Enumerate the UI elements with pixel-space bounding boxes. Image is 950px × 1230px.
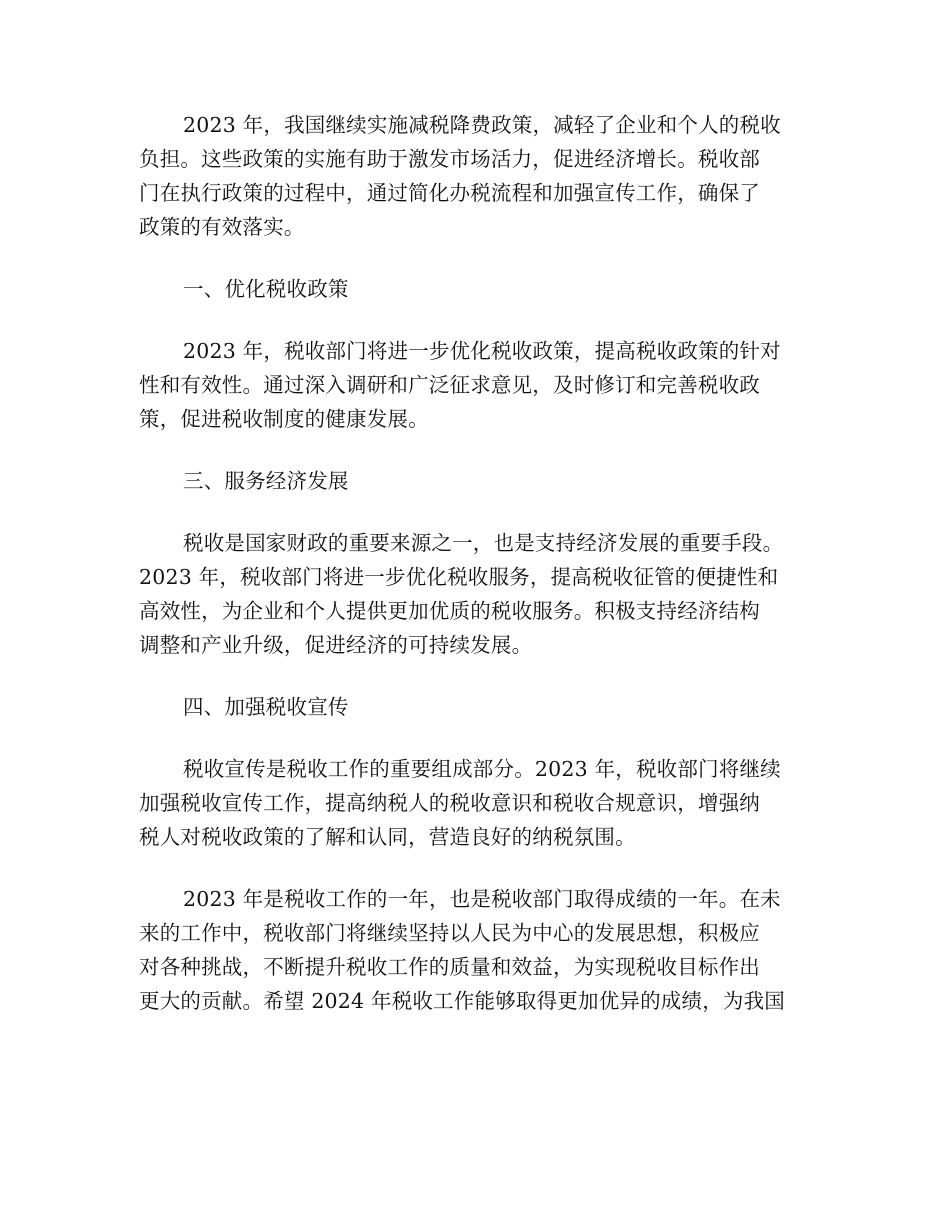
paragraph-spacer	[139, 306, 819, 334]
section-heading: 四、加强税收宣传	[183, 695, 349, 719]
paragraph-line: 对各种挑战，不断提升税收工作的质量和效益，为实现税收目标作出	[139, 955, 760, 979]
paragraph-line: 2023 年是税收工作的一年，也是税收部门取得成绩的一年。在未	[183, 887, 781, 911]
section-heading: 一、优化税收政策	[183, 277, 349, 301]
paragraph-line: 调整和产业升级，促进经济的可持续发展。	[139, 633, 533, 657]
paragraph-spacer	[139, 498, 819, 526]
paragraph-spacer	[139, 662, 819, 690]
paragraph-line: 加强税收宣传工作，提高纳税人的税收意识和税收合规意识，增强纳	[139, 791, 760, 815]
paragraph-spacer	[139, 244, 819, 272]
paragraph-line: 来的工作中，税收部门将继续坚持以人民为中心的发展思想，积极应	[139, 921, 760, 945]
paragraph-line: 策，促进税收制度的健康发展。	[139, 407, 429, 431]
paragraph-line: 门在执行政策的过程中，通过简化办税流程和加强宣传工作，确保了	[139, 181, 760, 205]
paragraph-serve-economy	[139, 526, 819, 662]
paragraph-line: 2023 年，税收部门将进一步优化税收政策，提高税收政策的针对	[183, 339, 781, 363]
paragraph-line: 高效性，为企业和个人提供更加优质的税收服务。积极支持经济结构	[139, 599, 760, 623]
paragraph-intro	[139, 108, 819, 244]
paragraph-line: 2023 年，我国继续实施减税降费政策，减轻了企业和个人的税收	[183, 113, 781, 137]
paragraph-line: 性和有效性。通过深入调研和广泛征求意见，及时修订和完善税收政	[139, 373, 760, 397]
paragraph-line: 政策的有效落实。	[139, 215, 305, 239]
paragraph-line: 税收宣传是税收工作的重要组成部分。2023 年，税收部门将继续	[183, 757, 781, 781]
paragraph-line: 2023 年，税收部门将进一步优化税收服务，提高税收征管的便捷性和	[139, 565, 779, 589]
section-heading-serve-economy	[139, 464, 819, 498]
paragraph-line: 负担。这些政策的实施有助于激发市场活力，促进经济增长。税收部	[139, 147, 760, 171]
paragraph-conclusion	[139, 882, 819, 1018]
paragraph-spacer	[139, 724, 819, 752]
paragraph-line: 更大的贡献。希望 2024 年税收工作能够取得更加优异的成绩，为我国	[139, 989, 786, 1013]
section-heading-optimize-policy	[139, 272, 819, 306]
paragraph-publicity	[139, 752, 819, 854]
paragraph-line: 税收是国家财政的重要来源之一，也是支持经济发展的重要手段。	[183, 531, 784, 555]
section-heading-publicity	[139, 690, 819, 724]
document-body	[139, 108, 819, 1018]
paragraph-spacer	[139, 854, 819, 882]
paragraph-spacer	[139, 436, 819, 464]
paragraph-line: 税人对税收政策的了解和认同，营造良好的纳税氛围。	[139, 825, 636, 849]
paragraph-optimize-policy	[139, 334, 819, 436]
section-heading: 三、服务经济发展	[183, 469, 349, 493]
